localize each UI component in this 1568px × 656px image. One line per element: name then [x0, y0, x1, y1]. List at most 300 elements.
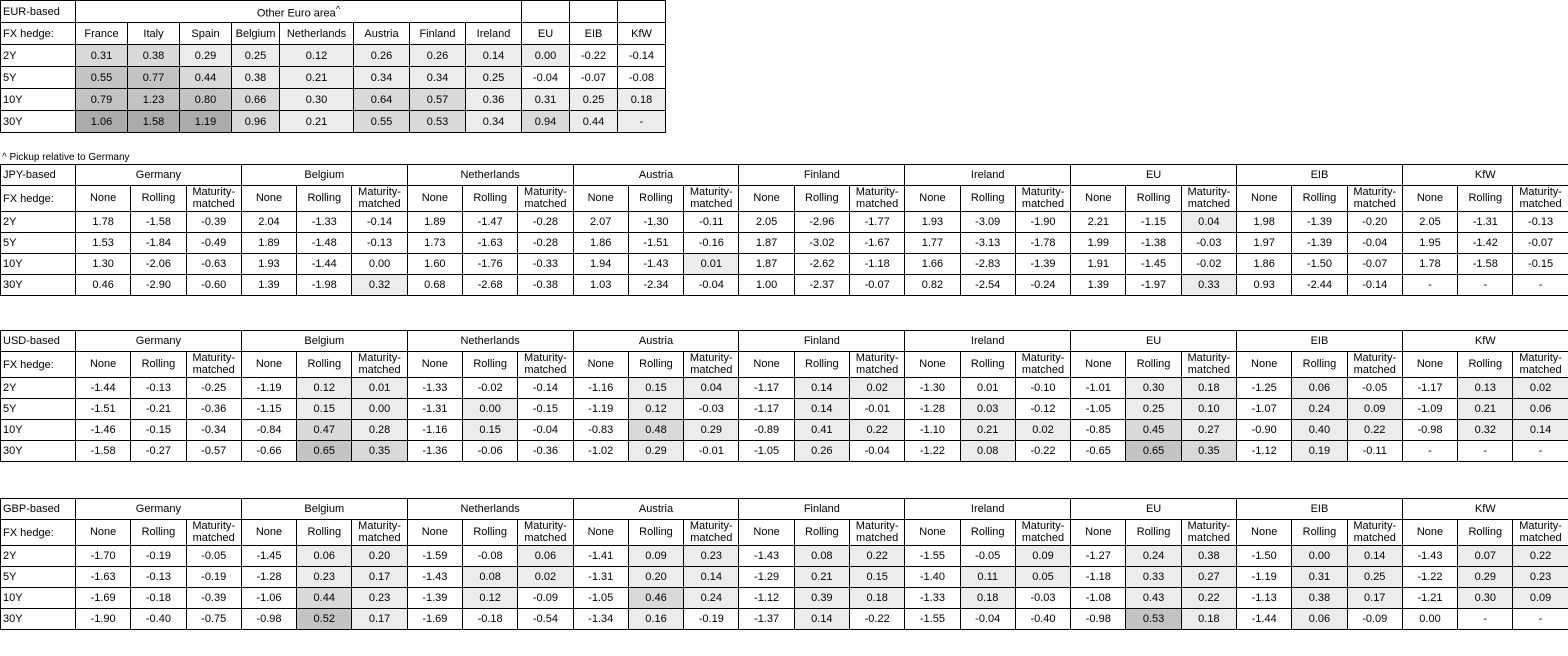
cell: -0.25	[186, 378, 241, 399]
cell: 0.18	[618, 89, 666, 111]
col-header-spain: Spain	[180, 23, 232, 45]
cell: 0.06	[1292, 378, 1347, 399]
group-header-finland: Finland	[739, 165, 905, 186]
cell: -0.22	[850, 609, 905, 630]
cell: -1.05	[573, 588, 628, 609]
col-header-maturity-matched: Maturity- matched	[850, 520, 905, 546]
cell: -1.33	[297, 212, 352, 233]
row-label: 10Y	[1, 588, 76, 609]
cell: 0.38	[128, 45, 180, 67]
cell: -0.04	[518, 420, 573, 441]
cell: 0.44	[297, 588, 352, 609]
col-header-none: None	[407, 520, 462, 546]
cell: -1.44	[297, 254, 352, 275]
cell: 0.21	[280, 111, 354, 133]
cell: -1.18	[850, 254, 905, 275]
cell: -	[1458, 441, 1513, 462]
col-header-rolling: Rolling	[297, 352, 352, 378]
cell: -1.31	[407, 399, 462, 420]
group-header-eu: EU	[1071, 331, 1237, 352]
cell: 0.34	[354, 67, 410, 89]
cell: -0.19	[684, 609, 739, 630]
cell: -	[1513, 441, 1568, 462]
cell: -0.66	[241, 441, 296, 462]
cell: -0.83	[573, 420, 628, 441]
col-header-rolling: Rolling	[960, 352, 1015, 378]
cell: -1.17	[739, 378, 794, 399]
cell: -0.09	[1347, 609, 1402, 630]
cell: -	[1458, 609, 1513, 630]
table-row	[1, 212, 1568, 233]
fx-hedge-label: FX hedge:	[1, 186, 76, 212]
kfw-group-spacer	[618, 1, 666, 23]
cell: 0.44	[570, 111, 618, 133]
cell: -1.90	[1015, 212, 1070, 233]
col-header-rolling: Rolling	[960, 520, 1015, 546]
cell: 0.93	[1237, 275, 1292, 296]
cell: 0.15	[297, 399, 352, 420]
cell: 0.29	[684, 420, 739, 441]
cell: -0.84	[241, 420, 296, 441]
row-label: 2Y	[1, 45, 76, 67]
cell: -0.98	[241, 609, 296, 630]
cell: -0.13	[131, 567, 186, 588]
eur-fx-hedge-label: FX hedge:	[1, 23, 76, 45]
cell: -0.03	[1181, 233, 1236, 254]
cell: 0.00	[463, 399, 518, 420]
group-header-belgium: Belgium	[241, 165, 407, 186]
cell: -0.04	[684, 275, 739, 296]
table-row	[1, 89, 666, 111]
cell: -0.65	[1071, 441, 1126, 462]
cell: -1.44	[1237, 609, 1292, 630]
cell: 0.46	[628, 588, 683, 609]
cell: 0.17	[1347, 588, 1402, 609]
cell: -0.57	[186, 441, 241, 462]
group-header-ireland: Ireland	[905, 331, 1071, 352]
cell: -0.98	[1071, 609, 1126, 630]
cell: -1.59	[407, 546, 462, 567]
cell: 0.12	[463, 588, 518, 609]
cell: -0.98	[1402, 420, 1457, 441]
fx-hedge-label: FX hedge:	[1, 352, 76, 378]
cell: -2.68	[463, 275, 518, 296]
cell: -0.75	[186, 609, 241, 630]
cell: 0.22	[850, 546, 905, 567]
col-header-rolling: Rolling	[297, 520, 352, 546]
cell: 0.15	[850, 567, 905, 588]
col-header-rolling: Rolling	[1292, 352, 1347, 378]
cell: 1.60	[407, 254, 462, 275]
cell: -0.22	[570, 45, 618, 67]
cell: -1.69	[407, 609, 462, 630]
row-label: 5Y	[1, 233, 76, 254]
cell: 0.06	[518, 546, 573, 567]
col-header-none: None	[241, 186, 296, 212]
cell: -1.30	[905, 378, 960, 399]
cell: -1.42	[1458, 233, 1513, 254]
cell: -0.38	[518, 275, 573, 296]
table-row	[1, 420, 1568, 441]
cell: -1.06	[241, 588, 296, 609]
cell: -0.49	[186, 233, 241, 254]
cell: 0.25	[1347, 567, 1402, 588]
cell: -0.39	[186, 212, 241, 233]
col-header-maturity-matched: Maturity- matched	[1513, 352, 1568, 378]
cell: -1.19	[241, 378, 296, 399]
col-header-rolling: Rolling	[463, 186, 518, 212]
col-header-rolling: Rolling	[794, 352, 849, 378]
cell: 0.39	[794, 588, 849, 609]
cell: -0.90	[1237, 420, 1292, 441]
cell: 0.12	[297, 378, 352, 399]
cell: -0.04	[522, 67, 570, 89]
cell: 0.18	[1181, 609, 1236, 630]
cell: 0.46	[76, 275, 131, 296]
cell: 0.00	[352, 399, 407, 420]
cell: -1.63	[463, 233, 518, 254]
cell: 0.38	[1181, 546, 1236, 567]
cell: 2.04	[241, 212, 296, 233]
cell: -0.10	[1015, 378, 1070, 399]
cell: 1.66	[905, 254, 960, 275]
cell: -1.17	[739, 399, 794, 420]
table-row	[1, 233, 1568, 254]
cell: 1.39	[1071, 275, 1126, 296]
cell: -1.43	[407, 567, 462, 588]
cell: -0.03	[684, 399, 739, 420]
cell: -0.40	[131, 609, 186, 630]
cell: 0.15	[628, 378, 683, 399]
eur-corner-label: EUR-based	[1, 1, 76, 23]
cell: -1.39	[1292, 233, 1347, 254]
group-header-belgium: Belgium	[241, 331, 407, 352]
cell: -1.50	[1237, 546, 1292, 567]
cell: -0.15	[1513, 254, 1568, 275]
cell: 0.22	[1181, 588, 1236, 609]
row-label: 5Y	[1, 67, 76, 89]
cell: -1.07	[1237, 399, 1292, 420]
col-header-rolling: Rolling	[131, 186, 186, 212]
cell: 0.79	[76, 89, 128, 111]
group-header-row	[1, 499, 1568, 520]
table-row	[1, 67, 666, 89]
cell: -1.37	[739, 609, 794, 630]
cell: -0.01	[684, 441, 739, 462]
col-header-none: None	[76, 186, 131, 212]
cell: -1.48	[297, 233, 352, 254]
cell: -0.27	[131, 441, 186, 462]
cell: 1.94	[573, 254, 628, 275]
cell: -0.14	[1347, 275, 1402, 296]
row-label: 10Y	[1, 254, 76, 275]
col-header-belgium: Belgium	[232, 23, 280, 45]
cell: 0.23	[352, 588, 407, 609]
col-header-none: None	[905, 352, 960, 378]
cell: 0.08	[463, 567, 518, 588]
col-header-rolling: Rolling	[1458, 520, 1513, 546]
cell: 0.40	[1292, 420, 1347, 441]
group-header-row	[1, 331, 1568, 352]
cell: 0.15	[463, 420, 518, 441]
cell: 1.73	[407, 233, 462, 254]
cell: 0.14	[466, 45, 522, 67]
col-header-rolling: Rolling	[463, 352, 518, 378]
cell: 2.05	[739, 212, 794, 233]
col-header-ireland: Ireland	[466, 23, 522, 45]
cell: -0.07	[1513, 233, 1568, 254]
col-header-rolling: Rolling	[1292, 186, 1347, 212]
col-header-maturity-matched: Maturity- matched	[352, 352, 407, 378]
cell: -0.07	[850, 275, 905, 296]
row-label: 5Y	[1, 399, 76, 420]
cell: -1.97	[1126, 275, 1181, 296]
cell: 0.01	[352, 378, 407, 399]
cell: 0.55	[76, 67, 128, 89]
cell: -0.13	[131, 378, 186, 399]
cell: -0.36	[518, 441, 573, 462]
cell: 1.97	[1237, 233, 1292, 254]
cell: -1.40	[905, 567, 960, 588]
table-row	[1, 609, 1568, 630]
cell: 0.36	[466, 89, 522, 111]
group-header-finland: Finland	[739, 499, 905, 520]
col-header-none: None	[1402, 352, 1457, 378]
col-header-maturity-matched: Maturity- matched	[1347, 352, 1402, 378]
cell: 0.53	[410, 111, 466, 133]
row-label: 2Y	[1, 378, 76, 399]
cell: 1.91	[1071, 254, 1126, 275]
cell: 0.29	[628, 441, 683, 462]
cell: 0.23	[1513, 567, 1568, 588]
cell: -1.47	[463, 212, 518, 233]
cell: -0.04	[1347, 233, 1402, 254]
cell: -1.12	[1237, 441, 1292, 462]
cell: 1.86	[573, 233, 628, 254]
col-header-maturity-matched: Maturity- matched	[850, 186, 905, 212]
col-header-finland: Finland	[410, 23, 466, 45]
table-row	[1, 378, 1568, 399]
cell: -1.77	[850, 212, 905, 233]
col-header-maturity-matched: Maturity- matched	[518, 186, 573, 212]
col-header-none: None	[76, 352, 131, 378]
cell: -1.98	[297, 275, 352, 296]
cell: -0.60	[186, 275, 241, 296]
cell: -0.89	[739, 420, 794, 441]
cell: 0.29	[1458, 567, 1513, 588]
cell: -2.06	[131, 254, 186, 275]
table-row	[1, 588, 1568, 609]
other-euro-area-group-header	[76, 1, 522, 23]
cell: -0.15	[518, 399, 573, 420]
cell: 0.30	[1458, 588, 1513, 609]
cell: -1.58	[1458, 254, 1513, 275]
col-header-maturity-matched: Maturity- matched	[1181, 352, 1236, 378]
cell: -1.10	[905, 420, 960, 441]
cell: -1.69	[76, 588, 131, 609]
cell: 0.41	[794, 420, 849, 441]
cell: 0.22	[850, 420, 905, 441]
cell: 0.65	[1126, 441, 1181, 462]
cell: -2.44	[1292, 275, 1347, 296]
cell: 1.19	[180, 111, 232, 133]
cell: 0.21	[280, 67, 354, 89]
jpy-based-table	[0, 164, 1568, 296]
cell: -2.62	[794, 254, 849, 275]
col-header-rolling: Rolling	[628, 352, 683, 378]
cell: -1.78	[1015, 233, 1070, 254]
cell: 0.31	[1292, 567, 1347, 588]
cell: -1.05	[1071, 399, 1126, 420]
cell: 0.02	[518, 567, 573, 588]
col-header-maturity-matched: Maturity- matched	[518, 352, 573, 378]
cell: 1.58	[128, 111, 180, 133]
col-header-maturity-matched: Maturity- matched	[850, 352, 905, 378]
row-label: 10Y	[1, 89, 76, 111]
cell: 0.52	[297, 609, 352, 630]
eur-based-table	[0, 0, 666, 133]
cell: 0.26	[410, 45, 466, 67]
cell: 0.43	[1126, 588, 1181, 609]
cell: 0.24	[1126, 546, 1181, 567]
cell: -1.41	[573, 546, 628, 567]
row-label: 30Y	[1, 275, 76, 296]
cell: -0.19	[186, 567, 241, 588]
cell: 1.53	[76, 233, 131, 254]
cell: 0.34	[466, 111, 522, 133]
cell: 1.00	[739, 275, 794, 296]
cell: 2.07	[573, 212, 628, 233]
cell: 2.21	[1071, 212, 1126, 233]
eib-group-spacer	[570, 1, 618, 23]
cell: 0.08	[960, 441, 1015, 462]
cell: 1.78	[1402, 254, 1457, 275]
col-header-none: None	[573, 520, 628, 546]
cell: 0.02	[1513, 378, 1568, 399]
cell: -1.12	[739, 588, 794, 609]
group-header-germany: Germany	[76, 165, 242, 186]
col-header-rolling: Rolling	[794, 186, 849, 212]
cell: 0.77	[128, 67, 180, 89]
eu-group-spacer	[522, 1, 570, 23]
cell: 0.21	[1458, 399, 1513, 420]
cell: -1.34	[573, 609, 628, 630]
cell: 0.33	[1181, 275, 1236, 296]
cell: -1.27	[1071, 546, 1126, 567]
cell: 0.96	[232, 111, 280, 133]
row-label: 30Y	[1, 111, 76, 133]
cell: -1.05	[739, 441, 794, 462]
cell: 0.68	[407, 275, 462, 296]
currency-basis-label: USD-based	[1, 331, 76, 352]
cell: 0.02	[1015, 420, 1070, 441]
col-header-none: None	[1237, 520, 1292, 546]
col-header-maturity-matched: Maturity- matched	[186, 352, 241, 378]
cell: 0.45	[1126, 420, 1181, 441]
col-header-eu: EU	[522, 23, 570, 45]
cell: -0.03	[1015, 588, 1070, 609]
group-header-kfw: KfW	[1402, 499, 1568, 520]
cell: 0.14	[794, 399, 849, 420]
cell: -1.43	[739, 546, 794, 567]
currency-basis-label: GBP-based	[1, 499, 76, 520]
cell: -0.63	[186, 254, 241, 275]
group-header-eu: EU	[1071, 499, 1237, 520]
cell: -1.15	[1126, 212, 1181, 233]
cell: -2.83	[960, 254, 1015, 275]
cell: -	[1513, 609, 1568, 630]
row-label: 5Y	[1, 567, 76, 588]
cell: -0.85	[1071, 420, 1126, 441]
cell: -0.20	[1347, 212, 1402, 233]
cell: -3.13	[960, 233, 1015, 254]
col-header-rolling: Rolling	[628, 520, 683, 546]
cell: 0.25	[232, 45, 280, 67]
cell: 1.93	[241, 254, 296, 275]
cell: 1.98	[1237, 212, 1292, 233]
col-header-none: None	[1402, 520, 1457, 546]
group-header-eu: EU	[1071, 165, 1237, 186]
cell: -0.13	[1513, 212, 1568, 233]
col-header-none: None	[739, 352, 794, 378]
col-header-maturity-matched: Maturity- matched	[186, 186, 241, 212]
eur-based-body	[1, 1, 666, 133]
cell: 0.04	[1181, 212, 1236, 233]
cell: -	[1402, 275, 1457, 296]
cell: 1.23	[128, 89, 180, 111]
cell: 0.31	[522, 89, 570, 111]
cell: 2.05	[1402, 212, 1457, 233]
cell: 0.31	[76, 45, 128, 67]
cell: 0.26	[794, 441, 849, 462]
cell: 0.65	[297, 441, 352, 462]
cell: 0.14	[684, 567, 739, 588]
cell: 0.20	[352, 546, 407, 567]
cell: -1.25	[1237, 378, 1292, 399]
col-header-none: None	[1237, 352, 1292, 378]
cell: 0.32	[352, 275, 407, 296]
cell: -1.09	[1402, 399, 1457, 420]
cell: 0.09	[1015, 546, 1070, 567]
cell: 0.14	[1513, 420, 1568, 441]
cell: 1.77	[905, 233, 960, 254]
cell: -0.36	[186, 399, 241, 420]
group-header-ireland: Ireland	[905, 165, 1071, 186]
cell: -1.13	[1237, 588, 1292, 609]
col-header-rolling: Rolling	[1458, 186, 1513, 212]
cell: -0.16	[684, 233, 739, 254]
cell: 0.11	[960, 567, 1015, 588]
cell: 0.09	[628, 546, 683, 567]
cell: -1.02	[573, 441, 628, 462]
cell: -0.04	[960, 609, 1015, 630]
cell: -1.29	[739, 567, 794, 588]
cell: -1.51	[628, 233, 683, 254]
cell: -1.90	[76, 609, 131, 630]
footnote-marker: ^	[335, 3, 341, 14]
cell: 0.25	[466, 67, 522, 89]
cell: 0.80	[180, 89, 232, 111]
table-row	[1, 254, 1568, 275]
cell: -1.55	[905, 609, 960, 630]
cell: 1.93	[905, 212, 960, 233]
cell: -1.67	[850, 233, 905, 254]
cell: -1.21	[1402, 588, 1457, 609]
group-header-ireland: Ireland	[905, 499, 1071, 520]
cell: 0.22	[1347, 420, 1402, 441]
cell: -1.36	[407, 441, 462, 462]
cell: 0.01	[684, 254, 739, 275]
